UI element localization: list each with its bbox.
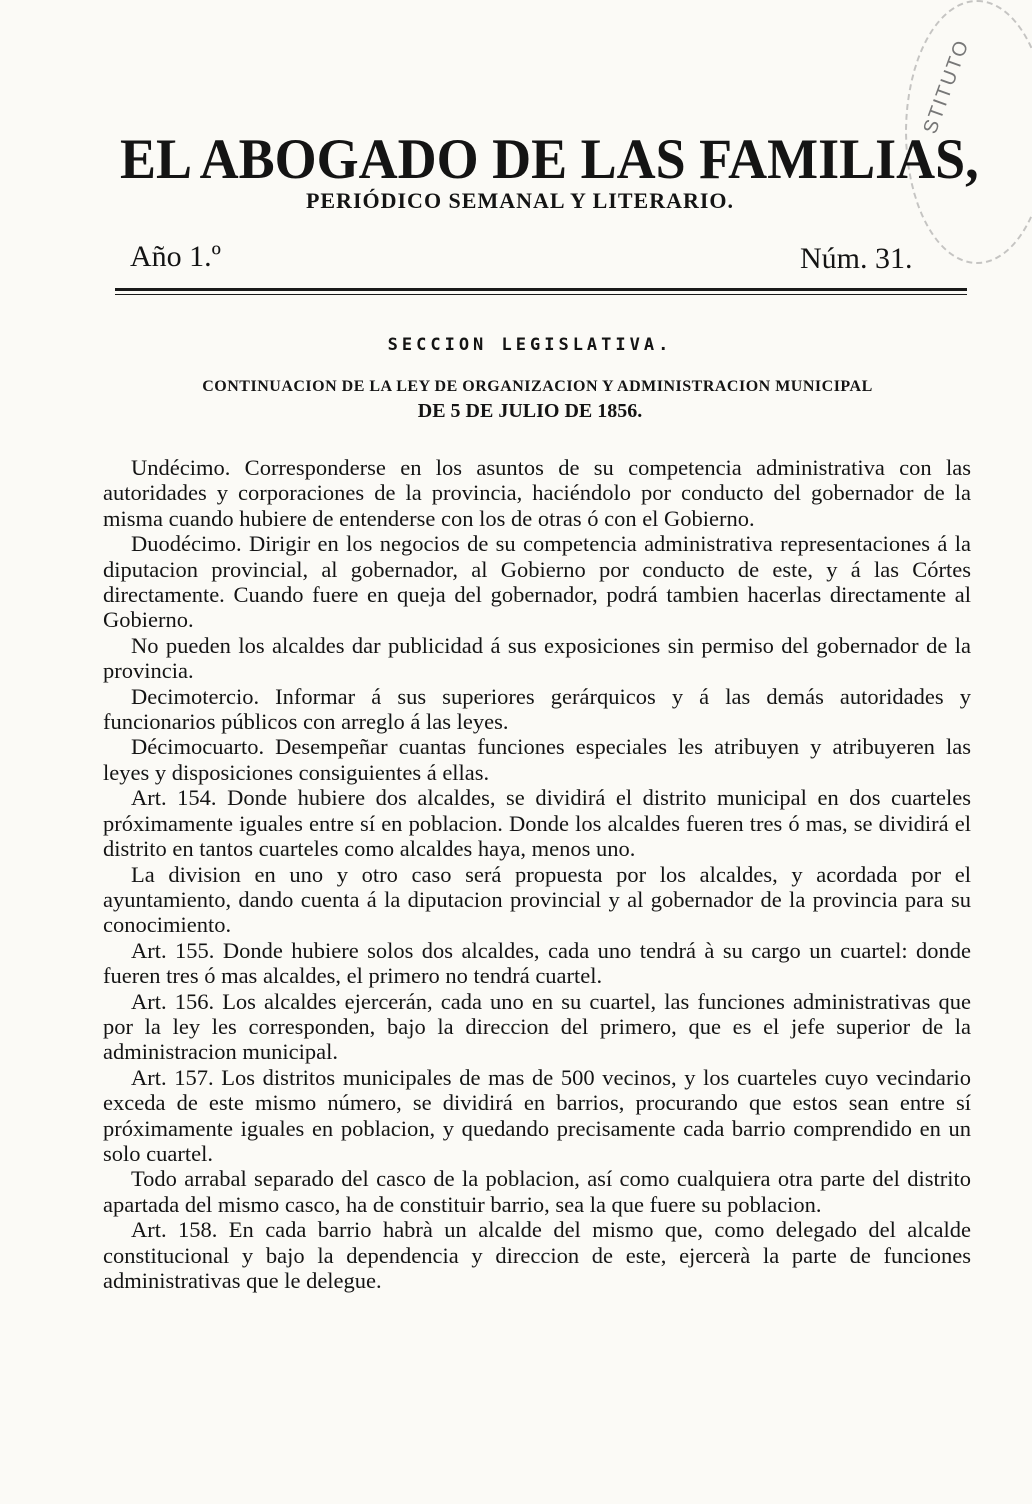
issue-year: Año 1.º [130,240,221,273]
paragraph: No pueden los alcaldes dar publicidad á sus exposiciones sin permiso del gobernador de la provincia. [103,632,971,684]
paragraph: Duodécimo. Dirigir en los negocios de su competencia administrativa representaciones á la diputacion provincial, al gobernador, al Gobierno por conducto de este, y á las Córtes directamente. Cuando fuere en queja del gobernador, podrá tambien hacerlas directamente al Gobierno. [103,531,971,633]
paragraph: Art. 158. En cada barrio habrà un alcalde del mismo que, como delegado del alcalde constitucional y bajo la dependencia y direccion de este, ejercerà la parte de funciones administrativas que le delegue. [103,1217,971,1293]
paragraph: Undécimo. Corresponderse en los asuntos de su competencia administrativa con las autoridades y corporaciones de la provincia, haciéndolo por conducto del gobernador de la misma cuando hubiere de entenderse con los de otras ó con el Gobierno. [103,455,971,531]
header-rule [115,288,967,291]
article-body [103,455,971,1293]
paragraph: Art. 157. Los distritos municipales de mas de 500 vecinos, y los cuarteles cuyo vecindario exceda de este mismo número, se dividirá en barrios, procurando que estos sean entre sí próximamente iguales en poblacion, y quedando precisamente cada barrio comprendido en un solo cuartel. [103,1064,971,1166]
paragraph: Art. 156. Los alcaldes ejercerán, cada uno en su cuartel, las funciones administrativas que por la ley les corresponden, bajo la direccion del primero, que es el jefe superior de la administracion municipal. [103,988,971,1065]
paragraph: Decimotercio. Informar á sus superiores gerárquicos y á las demás autoridades y funcionarios públicos con arreglo á las leyes. [103,683,971,735]
article-heading: CONTINUACION DE LA LEY DE ORGANIZACION Y ADMINISTRACION MUNICIPAL [202,378,873,395]
header-rule-thin [115,294,967,295]
section-label: SECCION LEGISLATIVA. [387,335,673,355]
masthead-title: EL ABOGADO DE LAS FAMILIAS, [120,127,979,191]
paragraph: La division en uno y otro caso será propuesta por los alcaldes, y acordada por el ayuntamiento, dando cuenta á la diputacion provincial y al gobernador de la provincia para su conocimiento. [103,861,971,938]
article-heading-date: DE 5 DE JULIO DE 1856. [417,400,643,422]
paragraph: Art. 155. Donde hubiere solos dos alcaldes, cada uno tendrá à su cargo un cuartel: donde fueren tres ó mas alcaldes, el primero no tendrá cuartel. [103,937,971,989]
issue-number: Núm. 31. [800,242,913,275]
stamp-text: STITUTO [919,36,974,137]
masthead-subtitle: PERIÓDICO SEMANAL Y LITERARIO. [305,188,735,213]
paragraph: Art. 154. Donde hubiere dos alcaldes, se dividirá el distrito municipal en dos cuarteles próximamente iguales entre sí en poblacion. Donde los alcaldes fueren tres ó mas, se dividirá el distrito en tantos cuarteles como alcaldes haya, menos uno. [103,785,971,862]
paragraph: Décimocuarto. Desempeñar cuantas funciones especiales les atribuyen y atribuyeren las leyes y disposiciones consiguientes á ellas. [103,734,971,785]
paragraph: Todo arrabal separado del casco de la poblacion, así como cualquiera otra parte del distrito apartada del mismo casco, ha de constituir barrio, sea la que fuere su poblacion. [103,1166,971,1217]
